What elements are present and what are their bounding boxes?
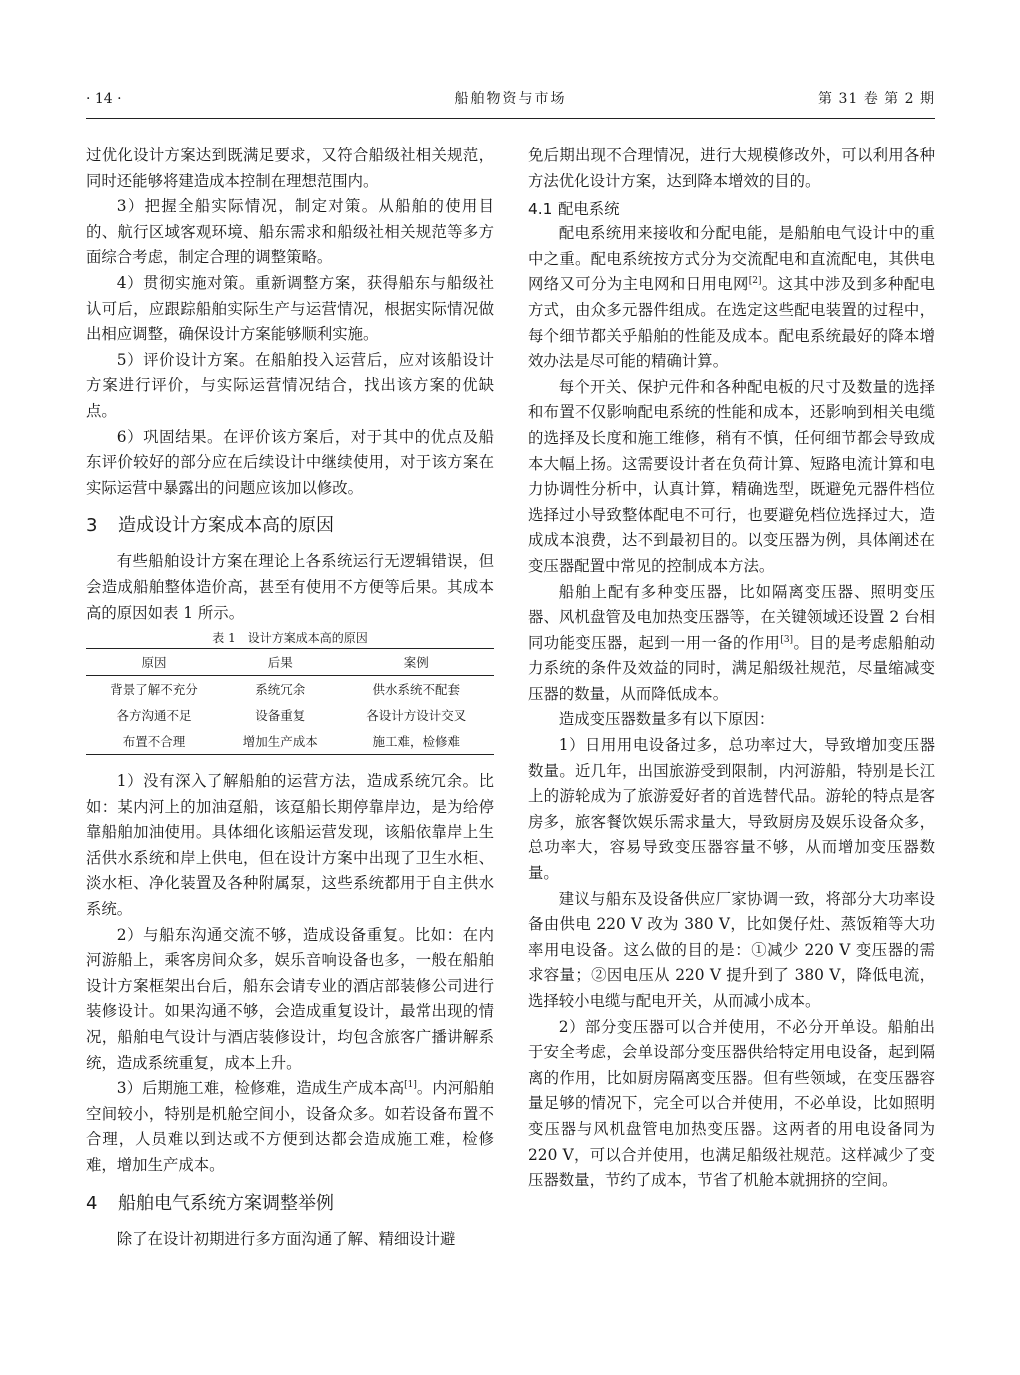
paragraph: 6）巩固结果。在评价该方案后，对于其中的优点及船东评价较好的部分应在后续设计中继续使用，对于该方案在实际运营中暴露出的问题应该加以修改。 (86, 427, 494, 497)
table-row (86, 728, 494, 755)
table-caption: 表 1 设计方案成本高的原因 (212, 631, 368, 646)
table-cell: 设备重复 (255, 708, 306, 724)
right-column (528, 143, 935, 1194)
paragraph: 1）没有深入了解船舶的运营方法，造成系统冗余。比如：某内河上的加油趸船，该趸船长期停靠岸边，是为给停靠船舶加油使用。具体细化该船运营发现，该船依靠岸上生活供水系统和岸上供电，但在设计方案中出现了卫生水柜、淡水柜、净化装置及各种附属泵，这些系统都用于自主供水系统。 (86, 772, 494, 919)
subsection-number: 4.1 (528, 200, 553, 219)
paragraph (86, 1076, 494, 1178)
header-rule (86, 118, 935, 119)
citation-ref: [1] (404, 1080, 417, 1091)
table-row (86, 702, 494, 728)
paragraph: 造成变压器数量多有以下原因： (558, 710, 775, 729)
paragraph: 3）把握全船实际情况，制定对策。从船舶的使用目的、航行区域客观环境、船东需求和船级社相关规范等多方面综合考虑，制定合理的调整策略。 (86, 197, 494, 267)
issue-label: 第 31 卷 第 2 期 (818, 91, 935, 107)
paragraph-text: 船舶上配有多种变压器，比如隔离变压器、照明变压器、风机盘管及电加热变压器等，在关键领域还设置 2 台相同功能变压器，起到一用一备的作用 (528, 582, 935, 652)
subsection-heading (528, 197, 935, 221)
paragraph: 免后期出现不合理情况，进行大规模修改外，可以利用各种方法优化设计方案，达到降本增效的目的。 (528, 146, 935, 190)
table-cell: 施工难，检修难 (372, 734, 461, 750)
paragraph-text: 。内河船舶空间较小，特别是机舱空间小，设备众多。如若设备布置不合理，人员难以到达或不方便到达都会造成施工难，检修难，增加生产成本。 (86, 1079, 494, 1174)
table-header-cell: 原因 (141, 655, 167, 671)
paragraph: 2）与船东沟通交流不够，造成设备重复。比如：在内河游船上，乘客房间众多，娱乐音响设备也多，一般在船舶设计方案框架出台后，船东会请专业的酒店部装修公司进行装修设计。如果沟通不够，会造成重复设计，最常出现的情况，船舶电气设计与酒店装修设计，均包含旅客广播讲解系统，造成系统重复，成本上升。 (86, 925, 494, 1072)
section-title: 造成设计方案成本高的原因 (118, 515, 334, 537)
table-row (86, 676, 494, 703)
paragraph: 4）贯彻实施对策。重新调整方案，获得船东与船级社认可后，应跟踪船舶实际生产与运营情况，根据实际情况做出相应调整，确保设计方案能够顺利实施。 (86, 273, 494, 344)
citation-ref: [3] (780, 634, 794, 645)
table-cell: 布置不合理 (122, 734, 186, 750)
paragraph: 除了在设计初期进行多方面沟通了解、精细设计避 (116, 1229, 456, 1248)
table-cell: 各设计方设计交叉 (366, 708, 467, 724)
paragraph: 2）部分变压器可以合并使用，不必分开单设。船舶出于安全考虑，会单设部分变压器供给特定用电设备，起到隔离的作用，比如厨房隔离变压器。但有些领域，在变压器容量足够的情况下，完全可以合并使用，不必单设，比如照明变压器与风机盘管电加热变压器。这两者的用电设备同为 220 V，可以合并使用，也满足船级社规范。这样减少了变压器数量，节约了成本，节省了机舱本就拥挤的空间。 (528, 1017, 935, 1190)
paragraph: 建议与船东及设备供应厂家协调一致，将部分大功率设备由供电 220 V 改为 380 V，比如煲仔灶、蒸饭箱等大功率用电设备。这么做的目的是：①减少 220 V 变压器的需求容量；②因电压从 220 V 提升到了 380 V，降低电流，选择较小电缆与配电开关，从而减小成本。 (528, 889, 935, 1010)
table-header-row (86, 649, 494, 676)
paragraph: 有些船舶设计方案在理论上各系统运行无逻辑错误，但会造成船舶整体造价高，甚至有使用不方便等后果。其成本高的原因如表 1 所示。 (86, 552, 494, 622)
paragraph (528, 580, 935, 708)
paragraph-text: 。目的是考虑船舶动力系统的条件及效益的同时，满足船级社规范，尽量缩减变压器的数量，从而降低成本。 (528, 633, 935, 703)
section-title: 船舶电气系统方案调整举例 (118, 1192, 334, 1214)
table-cell: 增加生产成本 (242, 734, 318, 750)
table-header-cell: 案例 (403, 655, 429, 671)
table-cell: 供水系统不配套 (372, 682, 461, 698)
section-heading (86, 1190, 494, 1218)
cost-causes-table (86, 648, 494, 755)
section-number: 3 (86, 515, 98, 537)
paragraph: 过优化设计方案达到既满足要求，又符合船级社相关规范，同时还能够将建造成本控制在理想范围内。 (86, 146, 494, 190)
running-header (86, 88, 935, 110)
table-cell: 系统冗余 (255, 682, 306, 698)
page-number: · 14 · (86, 91, 122, 107)
section-number: 4 (86, 1192, 98, 1214)
paragraph-text: 3）后期施工难，检修难，造成生产成本高 (116, 1079, 405, 1098)
paragraph: 1）日用用电设备过多，总功率过大，导致增加变压器数量。近几年，出国旅游受到限制，内河游船，特别是长江上的游轮成为了旅游爱好者的首选替代品。游轮的特点是客房多，旅客餐饮娱乐需求量大，导致厨房及娱乐设备众多，总功率大，容易导致变压器容量不够，从而增加变压器数量。 (528, 736, 935, 883)
paragraph-text: 。这其中涉及到多种配电方式，由众多元器件组成。在选定这些配电装置的过程中，每个细节都关乎船舶的性能及成本。配电系统最好的降本增效办法是尽可能的精确计算。 (528, 275, 935, 371)
paragraph: 5）评价设计方案。在船舶投入运营后，应对该船设计方案进行评价，与实际运营情况结合，找出该方案的优缺点。 (86, 350, 494, 420)
section-heading (86, 512, 494, 540)
table-cell: 背景了解不充分 (110, 682, 198, 698)
journal-title: 船舶物资与市场 (454, 91, 567, 107)
paragraph-text: 配电系统用来接收和分配电能，是船舶电气设计中的重中之重。配电系统按方式分为交流配电和直流配电，其供电网络又可分为主电网和日用电网 (528, 224, 935, 294)
citation-ref: [2] (748, 276, 762, 287)
table-header-cell: 后果 (267, 655, 293, 671)
subsection-title: 配电系统 (558, 200, 620, 219)
paragraph (528, 221, 935, 375)
table-cell: 各方沟通不足 (116, 708, 192, 724)
paragraph: 每个开关、保护元件和各种配电板的尺寸及数量的选择和布置不仅影响配电系统的性能和成本，还影响到相关电缆的选择及长度和施工维修，稍有不慎，任何细节都会导致成本大幅上扬。这需要设计者在负荷计算、短路电流计算和电力协调性分析中，认真计算，精确选型，既避免元器件档位选择过小导致整体配电不可行，也要避免档位选择过大，造成成本浪费，达不到最初目的。以变压器为例，具体阐述在变压器配置中常见的控制成本方法。 (528, 377, 935, 575)
left-column (86, 143, 494, 1252)
